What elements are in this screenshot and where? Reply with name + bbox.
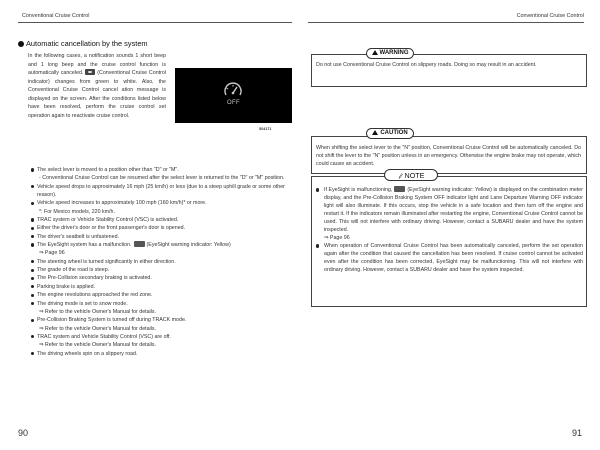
bullet-icon <box>316 188 319 191</box>
list-item-note: - Conventional Cruise Control can be resumed after the select lever is returned to the "D" or "M" position. <box>39 175 285 182</box>
cruise-control-indicator-icon <box>85 69 95 75</box>
warning-text: Do not use Conventional Cruise Control on slippery roads. Doing so may result in an accident. <box>316 62 537 68</box>
eyesight-warning-icon <box>134 241 145 247</box>
off-label: OFF <box>227 100 240 106</box>
warning-triangle-icon <box>372 50 378 55</box>
page-reference-link[interactable]: ⇒ Page 96 <box>39 250 65 257</box>
bullet-icon <box>31 319 34 322</box>
list-item-note: *: For Mexico models, 220 km/h. <box>39 208 115 215</box>
list-item: The steering wheel is turned significantly in either direction. <box>31 258 293 266</box>
list-item: The driver's seatbelt is unfastened. <box>31 233 293 241</box>
meter-display <box>175 68 292 123</box>
caution-box <box>311 136 587 174</box>
section-title-text: Automatic cancellation by the system <box>26 39 148 48</box>
header-rule-right <box>308 22 584 23</box>
manual-reference-link[interactable]: ⇒ Refer to the vehicle Owner's Manual for details. <box>39 325 157 332</box>
list-item: Vehicle speed drops to approximately 16 mph (25 km/h) or less (due to a steep uphill grade or some other reason). <box>31 183 293 200</box>
bullet-icon <box>31 243 34 246</box>
list-item: TRAC system or Vehicle Stability Control (VSC) is activated. <box>31 216 293 224</box>
list-item: Vehicle speed increases to approximately 100 mph (160 km/h)* or more. *: For Mexico models, 220 km/h. <box>31 199 293 216</box>
cancellation-conditions <box>31 166 293 358</box>
bullet-icon <box>31 168 34 171</box>
bullet-icon <box>31 352 34 355</box>
list-item: Parking brake is applied. <box>31 283 293 291</box>
list-item: The EyeSight system has a malfunction. (EyeSight warning indicator: Yellow) ⇒ Page 96 <box>31 241 293 258</box>
bullet-icon <box>31 335 34 338</box>
section-title <box>18 39 148 48</box>
bullet-icon <box>31 202 34 205</box>
note-label: NOTE <box>384 169 438 181</box>
section-bullet-icon <box>18 41 24 47</box>
list-item: The grade of the road is steep. <box>31 266 293 274</box>
bullet-icon <box>31 185 34 188</box>
eyesight-warning-icon <box>394 186 405 192</box>
bullet-icon <box>31 235 34 238</box>
running-head-right: Conventional Cruise Control <box>516 13 584 19</box>
bullet-icon <box>31 285 34 288</box>
list-item: When operation of Conventional Cruise Control has been automatically canceled, perform the set operation again after the condition that caused the cancellation has been resolved. If cruise control cannot be activated even after the condition has been corrected, EyeSight may be malfunctioning. This will not interfere with ordinary driving. However, contact a SUBARU dealer and have the system inspected. <box>315 242 583 274</box>
bullet-icon <box>31 277 34 280</box>
note-pen-icon <box>398 173 403 179</box>
list-item: The Pre-Collision secondary braking is activated. <box>31 274 293 282</box>
note-list <box>315 186 583 274</box>
warning-triangle-icon <box>372 130 378 135</box>
bullet-icon <box>31 218 34 221</box>
intro-part2: (Conventional Cruise Control indicator) changes from green to white. Also, the Conventional Cruise Control cancel ation message is displayed on the screen. <box>28 70 166 102</box>
list-item: Either the driver's door or the front passenger's door is opened. <box>31 224 293 232</box>
bullet-icon <box>31 260 34 263</box>
list-item: If EyeSight is malfunctioning, (EyeSight warning indicator: Yellow) is displayed on the combination meter display, and the Pre-Collision Braking System OFF indicator light and Lane Departure Warning OFF indicator light will also illuminate. If this occurs, stop the vehicle in a safe location and then turn off the engine and restart it. If the indicators remain illuminated after restarting the engine, Conventional Cruise Control cannot be used. This will not interfere with ordinary driving. However, contact a SUBARU dealer and have the system inspected. ⇒ Page 96 <box>315 186 583 242</box>
warning-label: WARNING <box>366 48 414 59</box>
page-number-left: 90 <box>18 428 29 438</box>
caution-text: When shifting the select lever to the "N" position, Conventional Cruise Control will be automatically canceled. Do not shift the lever to the "N" position unless in an emergency. Otherwise the engine brake may not operate, which could cause an accident. <box>316 145 581 167</box>
running-head-left: Conventional Cruise Control <box>22 13 90 19</box>
intro-part1: In the following cases, a notification sounds 1 short beep and 1 long beep and the cruise control function is automatically canceled. <box>28 53 166 76</box>
right-page <box>300 0 600 450</box>
list-item: Pre-Collision Braking System is turned off during TRACK mode. ⇒ Refer to the vehicle Owner's Manual for details. <box>31 316 293 333</box>
list-item: The engine revolutions approached the red zone. <box>31 291 293 299</box>
figure-code: S04171 <box>259 127 272 131</box>
cruise-control-icon <box>222 82 244 98</box>
manual-reference-link[interactable]: ⇒ Refer to the vehicle Owner's Manual for details. <box>39 342 157 349</box>
page-number-right: 91 <box>571 428 582 438</box>
list-item: TRAC system and Vehicle Stability Control (VSC) are off. ⇒ Refer to the vehicle Owner's Manual for details. <box>31 333 293 350</box>
intro-text <box>28 52 166 120</box>
note-box <box>311 176 587 307</box>
bullet-icon <box>316 244 319 247</box>
list-item: The select lever is moved to a position other than "D" or "M". - Conventional Cruise Control can be resumed after the select lever is returned to the "D" or "M" position. <box>31 166 293 183</box>
cancellation-figure <box>175 68 292 123</box>
intro-part3: After the conditions listed below have been resolved, perform the cruise control set operation again to reactivate cruise control. <box>28 95 167 119</box>
bullet-icon <box>31 294 34 297</box>
warning-box <box>311 54 587 87</box>
caution-label: CAUTION <box>366 128 414 139</box>
bullet-icon <box>31 227 34 230</box>
list-item: The driving mode is set to snow mode. ⇒ Refer to the vehicle Owner's Manual for details. <box>31 300 293 317</box>
page-reference-link[interactable]: ⇒ Page 96 <box>324 235 350 241</box>
bullet-icon <box>31 269 34 272</box>
manual-reference-link[interactable]: ⇒ Refer to the vehicle Owner's Manual for details. <box>39 308 157 315</box>
bullet-icon <box>31 302 34 305</box>
list-item: The driving wheels spin on a slippery road. <box>31 350 293 358</box>
header-rule-left <box>18 22 292 23</box>
